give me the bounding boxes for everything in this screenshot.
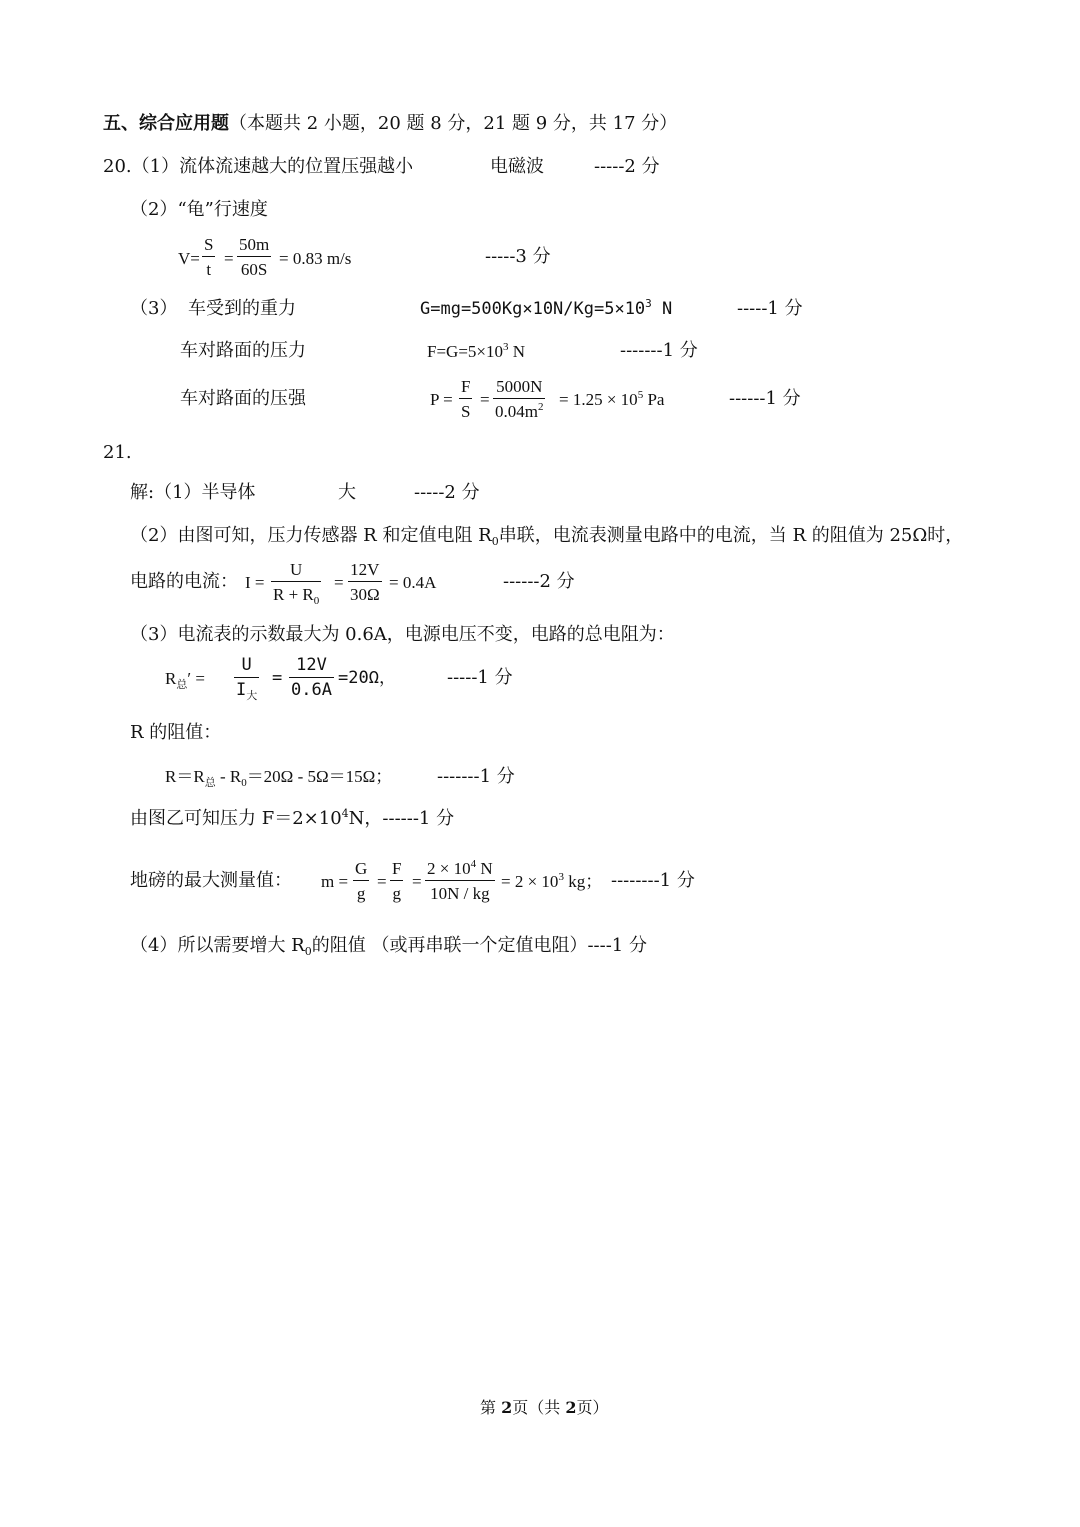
q21-m-num-expr: 2 × 10: [427, 859, 471, 878]
q20-p1-text: 流体流速越大的位置压强越小: [179, 156, 414, 177]
q20-p3-eq: =: [480, 390, 490, 409]
q21-label: 21.: [103, 442, 132, 463]
q21-force-score: ------1 分: [382, 808, 455, 829]
footer-middle: 页（共: [512, 1398, 566, 1417]
q21-p3-i: I: [236, 680, 247, 700]
q20-p3-label-pressure: 车对路面的压强: [180, 388, 306, 409]
footer-suffix: 页）: [576, 1398, 609, 1417]
q20-p2-result: = 0.83 m/s: [279, 249, 352, 268]
section-heading: [103, 115, 677, 133]
footer-total-pages: 2: [565, 1398, 577, 1417]
q21-m-result-expr: = 2 × 10: [501, 872, 559, 891]
q21-p3-voltage: 12V: [296, 655, 327, 675]
q21-m-score: --------1 分: [611, 870, 695, 891]
q21-p3-i-max: [234, 677, 259, 702]
q21-p2-eq: =: [334, 573, 344, 592]
q21-force-exp: 4: [341, 807, 349, 820]
q21-p2-den-expr: R + R: [273, 585, 314, 604]
q20-p3-force-unit: N: [508, 342, 526, 361]
q21-force-text-b: N，: [348, 808, 383, 829]
q20-p3-force-expr: F=G=5×10: [427, 342, 503, 361]
q20-p3-result-expr: = 1.25 × 10: [559, 390, 638, 409]
q21-r-eq-sub: 总: [204, 777, 216, 789]
q21-r-eq-sub0: 0: [241, 777, 247, 789]
q20-p3-pressure-result: [559, 391, 664, 408]
q20-label: 20.: [103, 156, 132, 177]
q21-r-eq-a: R＝R: [165, 767, 205, 786]
q21-m-m: m =: [321, 872, 349, 891]
q21-m-num-unit: N: [476, 859, 493, 878]
q21-p2-label: 电路的电流：: [130, 571, 238, 592]
q20-p2-distance: 50m: [239, 235, 270, 254]
q21-p3-score: -----1 分: [447, 667, 513, 688]
q20-p1-answer: 电磁波: [490, 156, 544, 177]
q20-p3-area-exp: 2: [537, 401, 544, 413]
q21-r-eq-b: - R: [215, 767, 242, 786]
q20-p3-score3: ------1 分: [729, 388, 801, 409]
footer-page-number: 2: [501, 1398, 513, 1417]
q21-p4-sub0: 0: [304, 945, 312, 958]
q20-p2-score: -----3 分: [485, 246, 551, 267]
q20-p2-frac-values: [237, 236, 271, 278]
q20-p3-gravity-expr: G=mg=500Kg×10N/Kg=5×10: [420, 299, 646, 319]
q21-r-eq-c: ＝20Ω - 5Ω＝15Ω；: [246, 767, 393, 786]
q20-p3-gravity-eq: [420, 297, 673, 319]
q20-p2-numerator: S: [204, 235, 214, 254]
q21-p2-frac-ur: [271, 560, 321, 607]
q21-p3-r-sub: 总: [176, 679, 188, 691]
q21-p2-result: = 0.4A: [389, 573, 437, 592]
q21-p3-u: U: [241, 655, 252, 675]
q20-p3-area-value: 0.04m: [495, 402, 538, 421]
q20-p3-num: （3）: [130, 298, 178, 319]
q20-part2-heading: （2）“龟”行速度: [130, 199, 268, 220]
q21-m-frac-values: [425, 860, 495, 902]
q21-p2-voltage: 12V: [350, 560, 380, 579]
q21-p2-text-b: 串联，电流表测量电路中的电流，当 R 的阻值为 25Ω时，: [498, 525, 964, 546]
q20-p2-time: 60S: [237, 256, 271, 278]
q20-p3-p: P =: [430, 390, 453, 409]
q21-p3-r-total: [165, 669, 205, 691]
q21-p4-text-b: 的阻值 （或再串联一个定值电阻）----1 分: [311, 935, 647, 956]
q21-p1-answer: 大: [338, 482, 356, 503]
q21-p2-resistance: 30Ω: [348, 581, 382, 603]
q21-m-label: 地磅的最大测量值：: [130, 870, 292, 891]
q21-p3-i-sub: 大: [246, 689, 258, 702]
q20-p2-eq: =: [224, 249, 234, 268]
page-footer: [480, 1400, 608, 1416]
q21-p2-score: ------2 分: [503, 571, 575, 592]
q21-p2-sub0: 0: [491, 535, 499, 548]
q21-force-text-a: 由图乙可知压力 F＝2×10: [130, 808, 342, 829]
q20-p2-v: V=: [178, 249, 200, 268]
q21-m-result-unit: kg；: [563, 872, 603, 891]
q21-p1-text: 解:（1）半导体: [130, 482, 256, 503]
q20-p3-area: [493, 398, 545, 420]
q21-p3-frac-values: [289, 657, 334, 699]
q20-p3-f: F: [461, 377, 471, 396]
q21-p4-statement: [130, 935, 647, 958]
q21-m-num-exp: 4: [470, 858, 477, 870]
q21-r-label: R 的阻值：: [130, 722, 222, 743]
q21-p2-den-sub: 0: [313, 595, 320, 607]
q21-p4-text-a: （4）所以需要增大 R: [130, 935, 305, 956]
q20-p3-force-exp: 3: [503, 341, 509, 353]
q20-p1-score: -----2 分: [594, 156, 660, 177]
q21-m-eq1: =: [377, 872, 387, 891]
q20-p3-result-exp: 5: [637, 389, 644, 401]
q20-p2-frac-st: [202, 236, 215, 278]
q21-m-frac-fg: [390, 860, 403, 902]
q21-p2-statement: [130, 525, 964, 548]
section-title: 五、综合应用题: [103, 113, 229, 134]
q21-p3-eq: =: [272, 668, 283, 688]
q21-p3-result: =20Ω，: [338, 668, 396, 688]
q21-m-eq2: =: [412, 872, 422, 891]
q21-m-g-acc2: g: [390, 880, 403, 902]
q21-p3-frac-ui: [234, 655, 259, 702]
q21-p3-prime: ′ =: [187, 669, 205, 688]
q21-m-numerator: [425, 860, 495, 880]
q20-p3-gravity-exp: 3: [645, 297, 652, 310]
q21-m-denominator: 10N / kg: [425, 880, 495, 902]
q20-p1-num: （1）: [131, 156, 180, 177]
q20-p3-gravity-unit: N: [651, 299, 673, 319]
q21-p3-current: 0.6A: [289, 677, 334, 699]
q21-m-g-weight: G: [355, 859, 368, 878]
q21-p2-u: U: [289, 560, 303, 579]
q21-r-equation: [165, 767, 393, 789]
q20-p3-label-pressure-force: 车对路面的压力: [180, 340, 306, 361]
q20-p3-label-gravity: 车受到的重力: [188, 298, 296, 319]
q21-m-result: [501, 873, 602, 890]
q20-p3-frac-fs: [459, 378, 472, 420]
q20-p2-denominator: t: [202, 256, 215, 278]
q21-p3-statement: （3）电流表的示数最大为 0.6A，电源电压不变，电路的总电阻为：: [130, 624, 675, 645]
q20-part1: [103, 158, 413, 176]
q21-p2-i: I =: [245, 573, 265, 592]
q20-p3-frac-values: [493, 378, 545, 420]
q20-p3-s: S: [459, 398, 472, 420]
q21-m-f: F: [392, 859, 402, 878]
q21-m-result-exp: 3: [558, 871, 564, 883]
section-note: （本题共 2 小题，20 题 8 分，21 题 9 分，共 17 分）: [229, 113, 678, 134]
q21-p2-den: [271, 581, 321, 607]
q20-p3-result-unit: Pa: [643, 390, 665, 409]
q21-force-statement: [130, 807, 455, 829]
q20-p3-score1: -----1 分: [737, 298, 803, 319]
q20-p3-force-value: 5000N: [496, 377, 543, 396]
q20-p3-score2: -------1 分: [620, 340, 698, 361]
q21-r-score: -------1 分: [437, 766, 515, 787]
footer-prefix: 第: [480, 1398, 502, 1417]
q21-p2-frac-values: [348, 561, 382, 603]
q21-p1-score: -----2 分: [414, 482, 480, 503]
q21-m-frac-gg: [353, 860, 369, 902]
q20-p3-force-eq: [427, 343, 525, 360]
q21-p2-text-a: （2）由图可知，压力传感器 R 和定值电阻 R: [130, 525, 492, 546]
q21-p3-r: R: [165, 669, 177, 688]
q21-m-g-acc1: g: [353, 880, 369, 902]
